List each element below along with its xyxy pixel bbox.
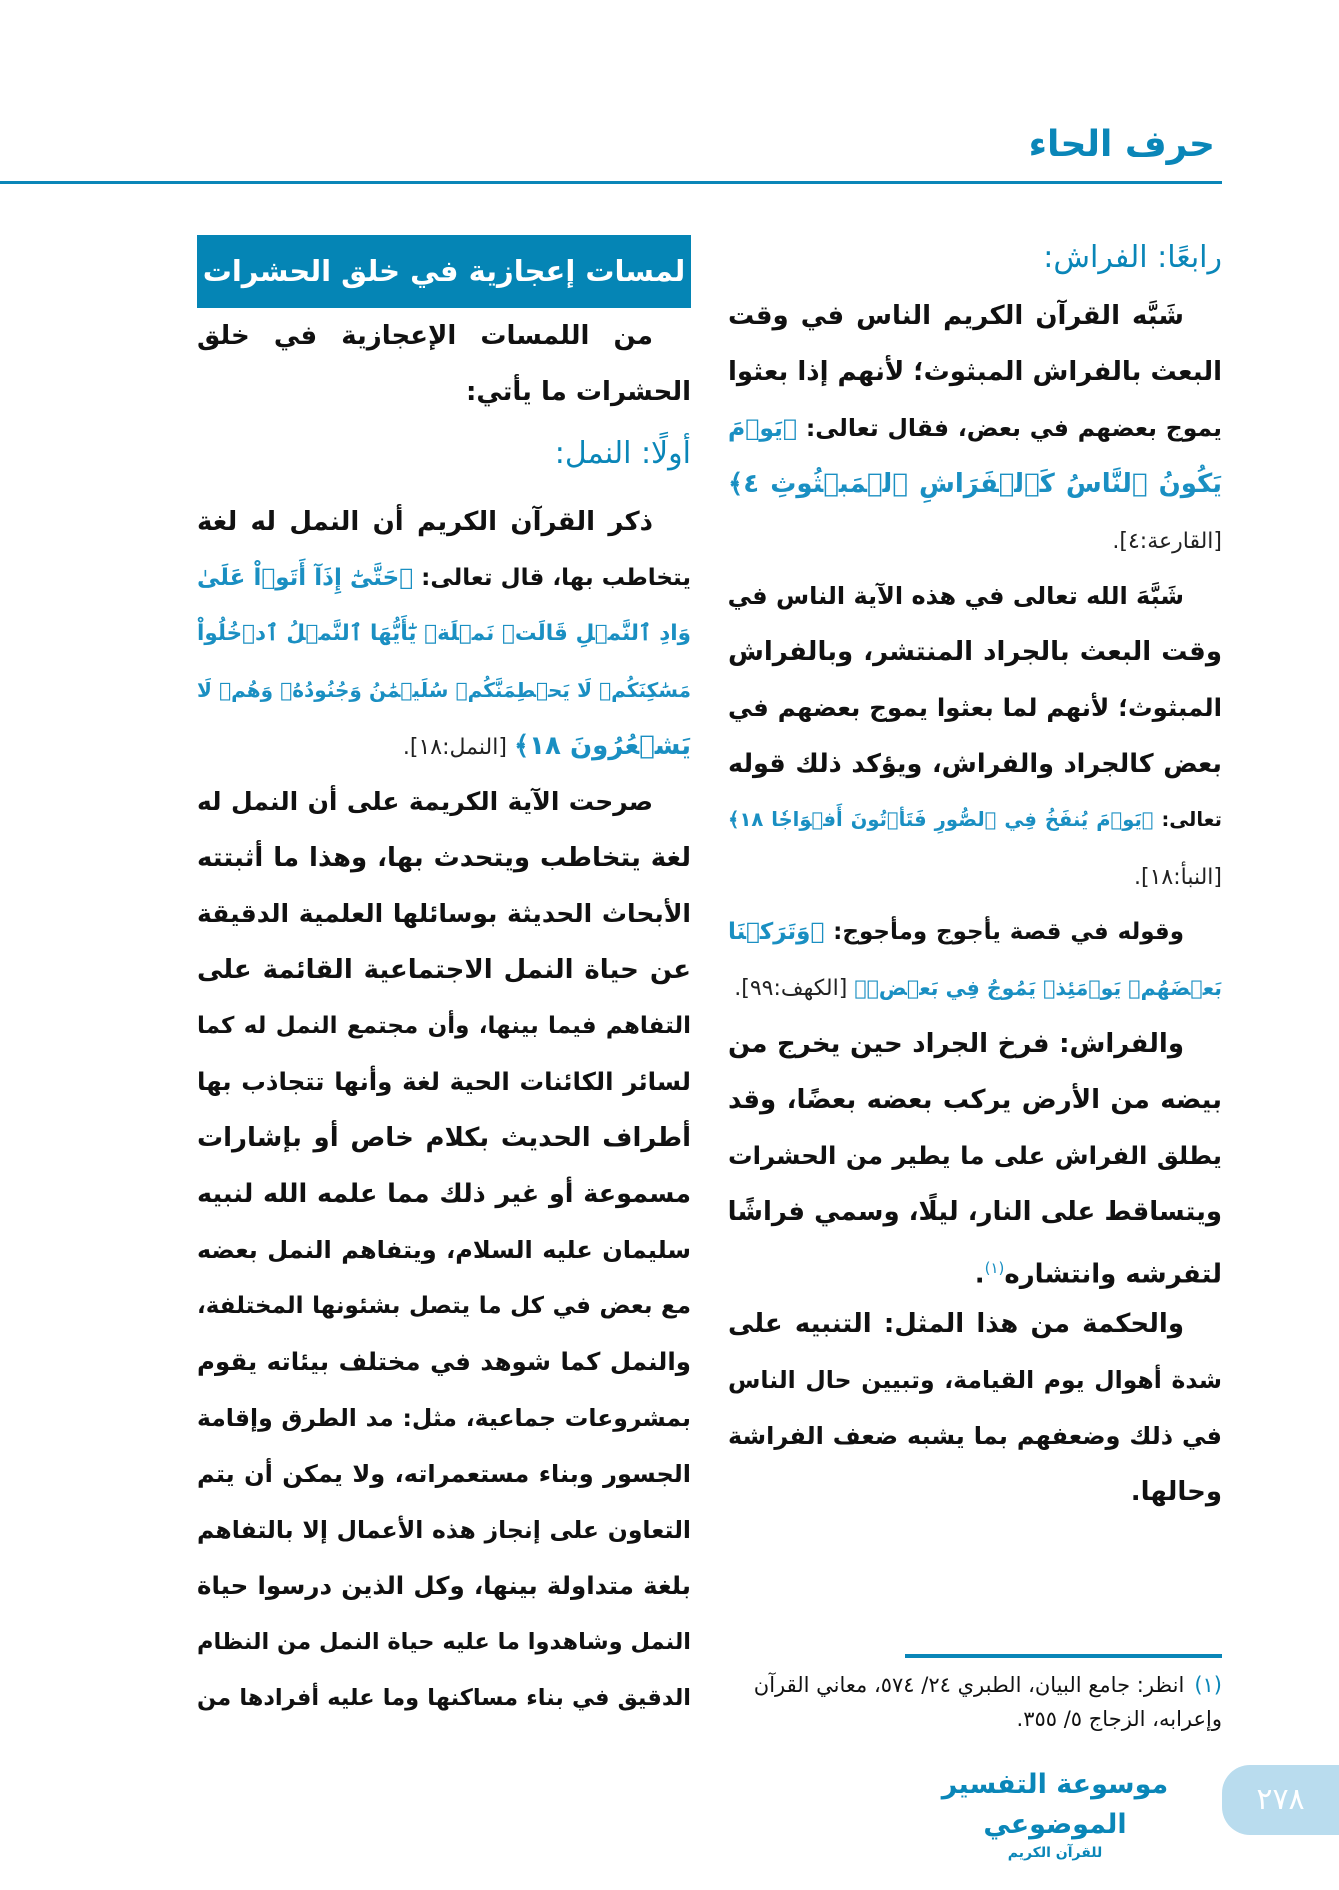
text-segment: التفاهم فيما بينها، وأن مجتمع النمل له كما	[197, 1013, 691, 1039]
text-line	[728, 512, 1222, 568]
text-line	[728, 568, 1222, 624]
section-heading	[728, 228, 1222, 288]
quran-verse: بَعۡضَهُمۡ يَوۡمَئِذٖ يَمُوجُ فِي بَعۡضٖ﴾	[854, 976, 1222, 1000]
quran-verse: يَكُونُ ٱلنَّاسُ كَٱلۡفَرَاشِ ٱلۡمَبۡثُوثِ ٤﴾	[728, 469, 1222, 499]
text-line	[728, 736, 1222, 792]
footnote-text: انظر: جامع البيان، الطبري ٢٤/ ٥٧٤، معاني القرآن وإعرابه، الزجاج ٥/ ٣٥٥.	[753, 1673, 1222, 1731]
text-line	[728, 680, 1222, 736]
text-line	[728, 1464, 1222, 1520]
text-line	[728, 848, 1222, 904]
text-line	[197, 942, 691, 998]
text-segment: الدقيق في بناء مساكنها وما عليه أفرادها من	[197, 1685, 691, 1711]
text-segment: شَبَّهَ الله تعالى في هذه الآية الناس في	[728, 582, 1184, 610]
text-segment: لغة يتخاطب ويتحدث بها، وهذا ما أثبتته	[197, 843, 691, 873]
text-segment: من اللمسات الإعجازية في خلق	[197, 321, 653, 351]
text-segment: مع بعض في كل ما يتصل بشئونها المختلفة،	[197, 1293, 691, 1319]
footnote-ref[interactable]: (١)	[984, 1259, 1005, 1277]
chapter-title: حرف الحاء	[1028, 124, 1215, 165]
text-segment: بيضه من الأرض يركب بعضه بعضًا، وقد	[728, 1085, 1222, 1115]
text-segment: يتخاطب بها، قال تعالى:	[413, 565, 691, 591]
text-segment: النمل وشاهدوا ما عليه حياة النمل من النظام	[197, 1629, 691, 1655]
text-line	[197, 1614, 691, 1670]
text-line	[197, 308, 691, 364]
text-segment: ذكر القرآن الكريم أن النمل له لغة	[197, 507, 653, 537]
section-title-box: لمسات إعجازية في خلق الحشرات	[197, 235, 691, 308]
quran-verse: ﴿يَوۡمَ يُنفَخُ فِي ٱلصُّورِ فَتَأۡتُونَ أَفۡوَاجٗا ١٨﴾	[728, 808, 1154, 831]
text-segment: لسائر الكائنات الحية لغة وأنها تتجاذب بها	[197, 1067, 691, 1096]
text-line	[728, 1296, 1222, 1352]
verse-citation: [النبأ:١٨].	[1133, 865, 1222, 890]
text-line	[197, 494, 691, 550]
text-segment: والنمل كما شوهد في مختلف بيئاته يقوم	[197, 1347, 691, 1376]
page-number: ٢٧٨	[1222, 1765, 1339, 1835]
text-line	[728, 344, 1222, 400]
text-segment: ويتساقط على النار، ليلًا، وسمي فراشًا	[728, 1197, 1222, 1227]
text-segment: سليمان عليه السلام، ويتفاهم النمل بعضه	[197, 1236, 691, 1264]
text-line	[728, 400, 1222, 456]
text-segment: وقوله في قصة يأجوج ومأجوج:	[824, 919, 1184, 945]
text-line	[197, 1390, 691, 1446]
right-column	[728, 228, 1222, 1520]
text-line	[728, 1128, 1222, 1184]
text-line	[728, 288, 1222, 344]
text-segment: يطلق الفراش على ما يطير من الحشرات	[728, 1141, 1222, 1170]
text-segment: رابعًا: الفراش:	[1043, 240, 1222, 275]
verse-citation: [الكهف:٩٩].	[734, 976, 855, 1001]
text-line	[728, 960, 1222, 1016]
text-line	[197, 1222, 691, 1278]
text-line	[197, 1110, 691, 1166]
text-segment: صرحت الآية الكريمة على أن النمل له	[197, 787, 653, 816]
text-segment: أولًا: النمل:	[554, 436, 691, 471]
text-line	[197, 1558, 691, 1614]
text-segment: في ذلك وضعفهم بما يشبه ضعف الفراشة	[728, 1422, 1222, 1450]
text-segment: التعاون على إنجاز هذه الأعمال إلا بالتفاهم	[197, 1516, 691, 1544]
quran-verse: مَسَٰكِنَكُمۡ لَا يَحۡطِمَنَّكُمۡ سُلَيۡمَٰنُ وَجُنُودُهُۥ وَهُمۡ لَا	[197, 678, 691, 702]
verse-citation: [القارعة:٤].	[1112, 529, 1222, 554]
text-segment: يموج بعضهم في بعض، فقال تعالى:	[797, 414, 1222, 442]
text-line	[197, 774, 691, 830]
text-line	[197, 1334, 691, 1390]
text-line	[197, 718, 691, 774]
text-line	[197, 550, 691, 606]
text-line	[197, 1054, 691, 1110]
text-line	[728, 456, 1222, 512]
verse-citation: [النمل:١٨].	[402, 735, 514, 760]
text-segment: عن حياة النمل الاجتماعية القائمة على	[197, 955, 691, 985]
text-segment: وحالها.	[1130, 1477, 1222, 1507]
text-segment: وقت البعث بالجراد المنتشر، وبالفراش	[728, 637, 1222, 667]
text-line	[197, 1670, 691, 1726]
text-line	[197, 1278, 691, 1334]
text-segment: مسموعة أو غير ذلك مما علمه الله لنبيه	[197, 1179, 691, 1209]
header-divider	[0, 181, 1222, 184]
text-segment: والفراش: فرخ الجراد حين يخرج من	[728, 1029, 1184, 1059]
text-segment: الحشرات ما يأتي:	[465, 377, 691, 407]
text-segment: البعث بالفراش المبثوث؛ لأنهم إذا بعثوا	[728, 357, 1222, 387]
text-line	[728, 1016, 1222, 1072]
text-line	[197, 364, 691, 420]
footnote-number: (١)	[1194, 1673, 1222, 1697]
text-line	[728, 624, 1222, 680]
text-segment: أطراف الحديث بكلام خاص أو بإشارات	[197, 1123, 691, 1153]
text-segment: والحكمة من هذا المثل: التنبيه على	[728, 1309, 1184, 1339]
left-column-text	[197, 308, 691, 1726]
text-segment: بعض كالجراد والفراش، ويؤكد ذلك قوله	[728, 749, 1222, 779]
footnote	[728, 1668, 1222, 1736]
text-line	[197, 1446, 691, 1502]
text-line	[728, 1184, 1222, 1240]
text-line	[197, 1502, 691, 1558]
section-heading	[197, 424, 691, 484]
text-segment: بلغة متداولة بينها، وكل الذين درسوا حياة	[197, 1571, 691, 1600]
text-line	[728, 1240, 1222, 1296]
quran-verse: ﴿حَتَّىٰٓ إِذَآ أَتَوۡاْ عَلَىٰ	[197, 565, 414, 591]
text-segment: الجسور وبناء مستعمراته، ولا يمكن أن يتم	[197, 1460, 691, 1488]
text-line	[197, 830, 691, 886]
text-segment: المبثوث؛ لأنهم لما بعثوا يموج بعضهم في	[728, 693, 1222, 722]
quran-verse: ﴿يَوۡمَ	[728, 414, 797, 442]
text-segment: .	[974, 1259, 985, 1290]
text-line	[728, 1072, 1222, 1128]
text-line	[197, 1166, 691, 1222]
text-segment: لتفرشه وانتشاره	[1004, 1259, 1222, 1290]
text-line	[728, 904, 1222, 960]
encyclopedia-logo	[930, 1765, 1180, 1861]
left-column	[197, 235, 691, 1726]
text-line	[728, 1352, 1222, 1408]
logo-title: موسوعة التفسير الموضوعي	[941, 1769, 1169, 1840]
quran-verse: وَادِ ٱلنَّمۡلِ قَالَتۡ نَمۡلَةٞ يَٰٓأَيُّهَا ٱلنَّمۡلُ ٱدۡخُلُواْ	[197, 621, 691, 646]
text-segment: شَبَّه القرآن الكريم الناس في وقت	[728, 301, 1184, 331]
text-segment: تعالى:	[1153, 808, 1222, 831]
text-line	[197, 886, 691, 942]
text-line	[728, 1408, 1222, 1464]
quran-verse: يَشۡعُرُونَ ١٨﴾	[513, 731, 691, 761]
quran-verse: ﴿وَتَرَكۡنَا	[728, 919, 825, 945]
text-line	[197, 662, 691, 718]
text-segment: شدة أهوال يوم القيامة، وتبيين حال الناس	[728, 1366, 1222, 1394]
text-line	[728, 792, 1222, 848]
text-line	[197, 998, 691, 1054]
logo-subtitle: للقرآن الكريم	[1007, 1845, 1103, 1861]
text-segment: الأبحاث الحديثة بوسائلها العلمية الدقيقة	[197, 899, 691, 928]
text-line	[197, 606, 691, 662]
footnote-divider	[905, 1654, 1222, 1658]
text-segment: بمشروعات جماعية، مثل: مد الطرق وإقامة	[197, 1404, 691, 1432]
